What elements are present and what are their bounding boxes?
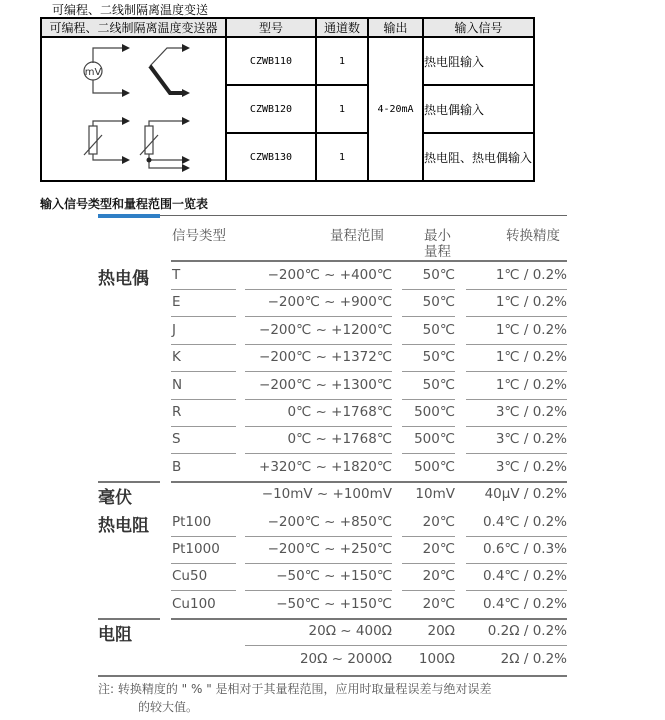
row-divider [402,399,455,400]
model-cell: CZWB130 [226,133,316,181]
row-divider [171,590,236,591]
range-cell: −50℃ ~ +150℃ [276,595,392,612]
input-cell: 热电偶输入 [423,85,534,133]
output-cell: 4-20mA [368,37,423,181]
type-cell: R [172,404,182,420]
section-title: 输入信号类型和量程范围一览表 [40,197,209,211]
row-divider [171,289,236,290]
row-divider [245,426,392,427]
accent-bar [98,214,160,218]
header-range: 量程范围 [330,228,384,244]
min-range-cell: 50℃ [422,376,455,393]
row-divider [402,563,455,564]
min-range-cell: 10mV [415,486,455,503]
type-cell: T [172,267,181,283]
row-divider [402,344,455,345]
range-cell: −200℃ ~ +1300℃ [259,376,392,393]
model-cell: CZWB110 [226,37,316,85]
row-divider [245,453,392,454]
row-divider [402,289,455,290]
row-divider [245,399,392,400]
min-range-cell: 100Ω [418,650,455,667]
type-cell: E [172,294,181,311]
row-divider [171,453,236,454]
range-cell: −200℃ ~ +900℃ [267,294,392,311]
type-cell: J [172,321,176,338]
min-range-cell: 50℃ [422,294,455,311]
row-divider [245,645,567,646]
row-divider [245,316,392,317]
min-range-cell: 500℃ [414,404,455,420]
header-type: 信号类型 [172,228,226,244]
note-line-2: 的较大值。 [138,700,199,714]
channels-cell: 1 [316,37,368,85]
range-cell: 20Ω ~ 2000Ω [299,650,392,667]
accuracy-cell: 3℃ / 0.2% [495,458,567,475]
type-cell: Pt1000 [172,541,220,557]
accuracy-cell: 0.4℃ / 0.2% [482,595,567,612]
header-input: 输入信号 [423,18,534,37]
row-divider [171,399,236,400]
header-output: 输出 [368,18,423,37]
row-divider [466,371,567,372]
type-cell: Cu50 [172,568,208,585]
group-label: 毫伏 [98,488,132,509]
row-divider [402,536,455,537]
header-min-1: 最小 [424,228,451,244]
min-range-cell: 500℃ [414,431,455,448]
min-range-cell: 50℃ [422,321,455,338]
accuracy-cell: 0.4℃ / 0.2% [482,568,567,585]
mv-label: mV [84,67,102,78]
type-cell: Cu100 [172,595,216,612]
row-divider [171,316,236,317]
range-cell: −200℃ ~ +1200℃ [259,321,392,338]
range-cell: −200℃ ~ +250℃ [267,541,392,557]
row-divider [245,371,392,372]
accuracy-cell: 0.2Ω / 0.2% [487,623,567,640]
model-cell: CZWB120 [226,85,316,133]
row-divider [402,590,455,591]
row-divider [466,590,567,591]
min-range-cell: 20Ω [427,623,455,640]
min-range-cell: 20℃ [422,541,455,557]
type-cell: Pt100 [172,513,212,530]
accuracy-cell: 1℃ / 0.2% [495,349,567,366]
row-divider [171,618,567,620]
type-cell: S [172,431,181,448]
accuracy-cell: 1℃ / 0.2% [495,294,567,311]
min-range-cell: 20℃ [422,595,455,612]
note-line-1: 注: 转换精度的 " % " 是相对于其量程范围，应用时取量程误差与绝对误差 [98,682,492,696]
accuracy-cell: 0.4℃ / 0.2% [482,513,567,530]
input-cell: 热电阻输入 [423,37,534,85]
row-divider [171,371,236,372]
header-accuracy: 转换精度 [506,228,560,244]
header-product: 可编程、二线制隔离温度变送器 [41,18,226,37]
group-label: 热电阻 [98,515,149,536]
accuracy-cell: 1℃ / 0.2% [495,321,567,338]
range-cell: +320℃ ~ +1820℃ [259,458,392,475]
range-cell: 0℃ ~ +1768℃ [287,431,392,448]
channels-cell: 1 [316,133,368,181]
group-label: 热电偶 [98,269,149,289]
row-divider [466,399,567,400]
row-divider [466,426,567,427]
row-divider [245,563,392,564]
row-divider [171,536,236,537]
channels-cell: 1 [316,85,368,133]
min-range-cell: 50℃ [422,349,455,366]
accuracy-cell: 40μV / 0.2% [484,486,567,503]
input-cell: 热电阻、热电偶输入 [423,133,534,181]
row-divider [245,536,392,537]
row-divider [402,426,455,427]
range-cell: −200℃ ~ +400℃ [267,267,392,283]
range-cell: −200℃ ~ +1372℃ [259,349,392,366]
row-divider [402,316,455,317]
row-divider [245,289,392,290]
range-cell: −200℃ ~ +850℃ [267,513,392,530]
row-divider [466,453,567,454]
range-cell: −10mV ~ +100mV [261,486,392,503]
row-divider [466,316,567,317]
row-divider [402,453,455,454]
header-channels: 通道数 [316,18,368,37]
accuracy-cell: 3℃ / 0.2% [495,404,567,420]
row-divider [171,481,567,483]
row-divider [466,563,567,564]
row-divider [98,675,567,677]
row-divider [171,344,236,345]
range-cell: 0℃ ~ +1768℃ [287,404,392,420]
accuracy-cell: 2Ω / 0.2% [500,650,567,667]
range-cell: −50℃ ~ +150℃ [276,568,392,585]
row-divider [171,426,236,427]
accuracy-cell: 3℃ / 0.2% [495,431,567,448]
type-cell: N [172,376,183,393]
accuracy-cell: 1℃ / 0.2% [495,376,567,393]
row-divider [171,563,236,564]
group-label: 电阻 [98,625,132,646]
row-divider [402,371,455,372]
min-range-cell: 500℃ [414,458,455,475]
accuracy-cell: 1℃ / 0.2% [495,267,567,283]
accuracy-cell: 0.6℃ / 0.3% [482,541,567,557]
header-min-2: 量程 [424,244,451,260]
row-divider [466,536,567,537]
range-cell: 20Ω ~ 400Ω [308,623,392,640]
row-divider [245,590,392,591]
header-model: 型号 [226,18,316,37]
min-range-cell: 20℃ [422,513,455,530]
row-divider [245,344,392,345]
type-cell: K [172,349,181,366]
min-range-cell: 50℃ [422,267,455,283]
min-range-cell: 20℃ [422,568,455,585]
caption: 可编程、二线制隔离温度变送 [52,3,209,17]
row-divider [466,344,567,345]
type-cell: B [172,458,182,475]
row-divider [466,289,567,290]
